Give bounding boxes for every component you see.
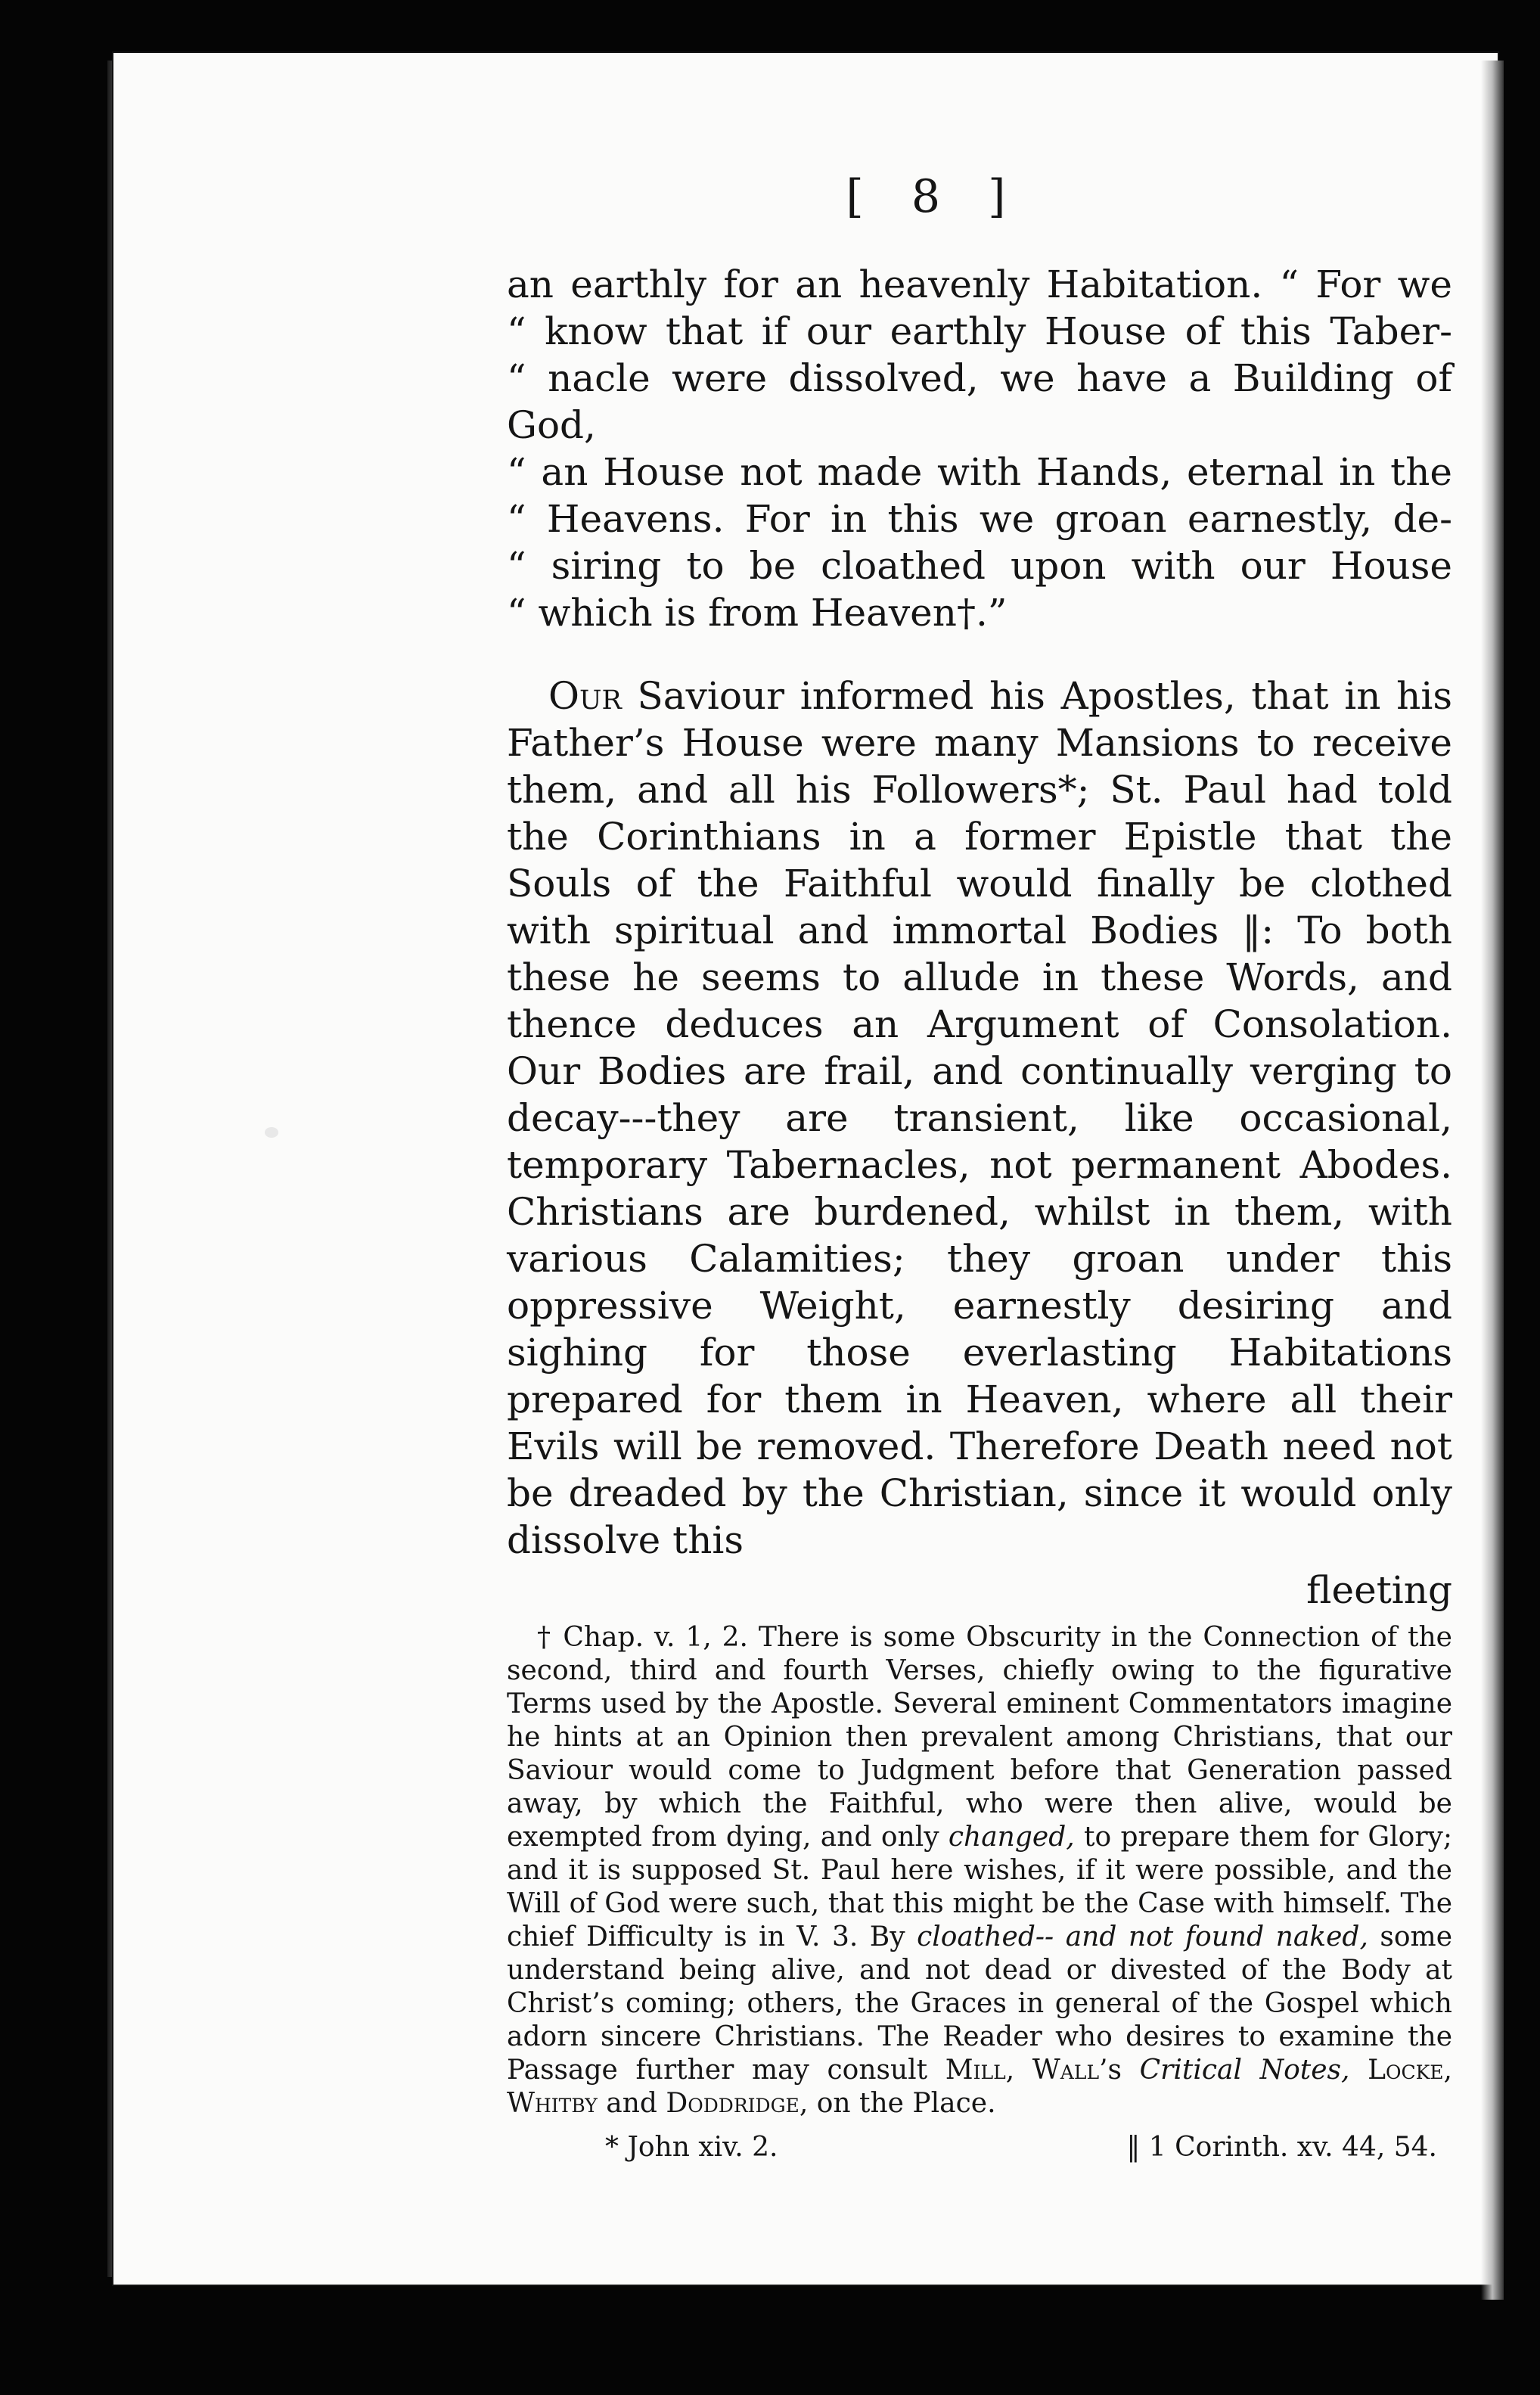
text-line: an earthly for an heavenly Habitation. “ For we [507,262,1452,306]
footnote-italic: Critical Notes, [1139,2055,1350,2086]
text-line: “ nacle were dissolved, we have a Building of God, [507,356,1452,447]
footnote-segment: and [597,2088,666,2119]
text-line: “ an House not made with Hands, eternal in the [507,450,1452,494]
paragraph-gap [507,636,1452,673]
page-number-header: [ 8 ] [846,170,1023,223]
footnote-separator: , [1005,2055,1032,2086]
footnote-segment: ’s [1099,2055,1140,2086]
footnote [507,1621,1452,2164]
author-whitby: Whitby [507,2088,598,2119]
footnote-segment: , on the Place. [799,2088,996,2119]
author-locke: Locke [1368,2055,1444,2086]
paragraph-body: Saviour informed his Apostles, that in his Father’s House were many Mansions to receive them, and all his Followers*; St. Paul had told the Corinthians in a former Epistle that the Souls of the Faithful would finally be clothed with spiritual and immortal Bodies ‖: To both these he seems to allude in these Words, and thence deduces an Argument of Consolation. Our Bodies are frail, and continually verging to decay---they are transient, like occasional, temporary Tabernacles, not permanent Abodes. Christians are burdened, whilst in them, with various Calamities; they groan under this oppressive Weight, earnestly desiring and sighing for those everlasting Habitations prepared for them in Heaven, where all their Evils will be removed. Therefore Death need not be dreaded by the Christian, since it would only dissolve this [507,674,1452,1562]
author-mill: Mill [945,2055,1006,2086]
main-text [507,261,1452,1614]
footnote-separator [1349,2055,1368,2086]
footnote-parallel-reference: ‖ 1 Corinth. xv. 44, 54. [1126,2132,1437,2163]
footnote-star-reference: * John xiv. 2. [605,2132,778,2163]
paragraph-1 [507,261,1452,636]
author-doddridge: Doddridge [666,2088,799,2119]
footnote-segment: to prepare them for Glory; and it is supposed St. Paul here wishes, if it were possible, and the Will of God were such, that this might be the Case with himself. The chief Difficulty is in V. 3. By [507,1822,1453,1952]
paragraph-opening: Our [548,674,622,718]
footnote-references [507,2131,1452,2164]
text-line: “ know that if our earthly House of this Taber- [507,309,1452,353]
footnote-segment: † Chap. v. 1, 2. There is some Obscurity in the Connection of the second, third and fourth Verses, chiefly owing to the figurative Terms used by the Apostle. Several eminent Commentators imagine he hints at an Opinion then prevalent among Christians, that our Saviour would come to Judgment before that Generation passed away, by which the Faithful, who were then alive, would be exempted from dying, and only [507,1622,1452,1853]
text-line: “ which is from Heaven†.” [507,591,1008,635]
catchword: fleeting [1306,1568,1452,1612]
footnote-italic: cloathed-- and not found naked, [917,1921,1368,1952]
footnote-segment: some understand being alive, and not dead or divested of the Body at Christ’s coming; others, the Graces in general of the Gospel which adorn sincere Christians. The Reader who desires to examine the Passage further may consult [507,1921,1452,2086]
page-edge-shadow [1481,61,1504,2300]
text-line: “ Heavens. For in this we groan earnestly, de- [507,497,1452,541]
page-text [507,170,1453,2164]
paper-speck [265,1127,278,1138]
footnote-italic: changed, [948,1822,1075,1853]
author-wall: Wall [1032,2055,1100,2086]
footnote-separator: , [1443,2055,1452,2086]
text-line: “ siring to be cloathed upon with our House [507,544,1452,588]
footnote-text [507,1621,1452,2120]
paragraph-2 [507,673,1452,1564]
